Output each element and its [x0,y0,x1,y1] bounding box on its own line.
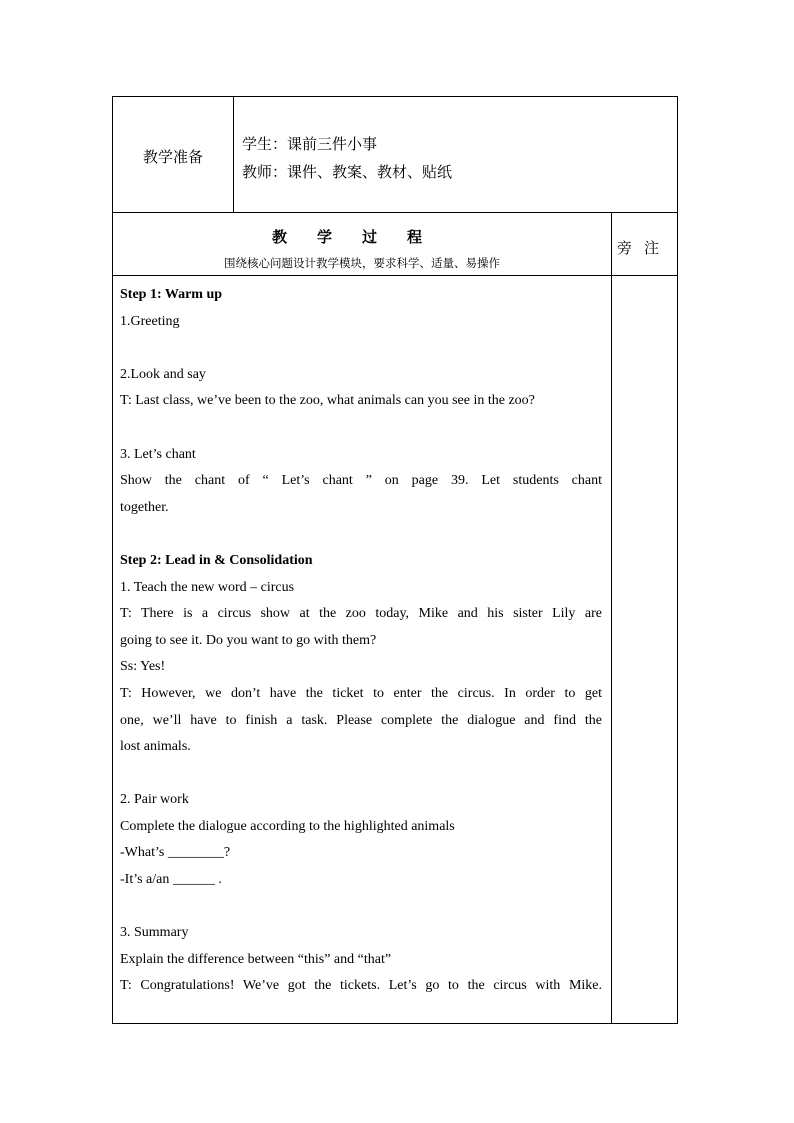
step2-item-summary: 3. Summary [120,925,189,941]
spacer [120,415,602,442]
step1-look-say-text: T: Last class, we’ve been to the zoo, what animals can you see in the zoo? [120,393,535,409]
spacer [120,335,602,362]
step2-circus-line5: one, we’ll have to finish a task. Please complete the dialogue and find the [120,712,602,728]
step1-chant-text-cont: together. [120,499,169,515]
process-subtitle: 围绕核心问题设计教学模块，要求科学、适量、易操作 [224,256,500,270]
step2-circus-line4: T: However, we don’t have the ticket to enter the circus. In order to get [120,685,602,701]
process-title: 教学过程 [271,228,452,246]
step1-item-greeting: 1.Greeting [120,313,180,329]
step1-chant-text: Show the chant of “ Let’s chant ” on page 39. Let students chant [120,473,602,489]
step2-circus-line1: T: There is a circus show at the zoo today, Mike and his sister Lily are [120,606,602,622]
step2-circus-line3: Ss: Yes! [120,659,166,675]
step1-title: Step 1: Warm up [120,287,223,302]
process-content [120,282,602,1000]
step2-summary-line1: Explain the difference between “this” and “that” [120,951,392,967]
step2-item-pair-work: 2. Pair work [120,792,189,808]
step2-circus-line6: lost animals. [120,739,191,755]
notes-column-divider [611,212,612,1024]
step2-pair-line2: -What’s ________? [120,845,231,861]
step2-summary-line2: T: Congratulations! We’ve got the tickets. Let’s go to the circus with Mike. [120,978,602,994]
step1-item-chant: 3. Let’s chant [120,446,196,462]
step2-circus-line2: going to see it. Do you want to go with them? [120,632,377,648]
prep-label: 教学准备 [142,148,203,166]
step1-item-look-say: 2.Look and say [120,366,206,382]
step2-title: Step 2: Lead in & Consolidation [120,552,313,568]
step2-pair-line1: Complete the dialogue according to the highlighted animals [120,818,455,834]
step2-item-new-word: 1. Teach the new word – circus [120,579,295,595]
notes-header: 旁注 [616,239,671,257]
spacer [120,521,602,548]
prep-divider [233,96,234,213]
prep-teacher: 教师：课件、教案、教材、贴纸 [242,163,453,181]
step2-pair-line3: -It’s a/an ______ . [120,872,222,888]
process-header-bottom [112,275,678,276]
prep-students: 学生：课前三件小事 [242,135,378,153]
prep-row-bottom [112,212,678,213]
spacer [120,761,602,788]
spacer [120,894,602,921]
